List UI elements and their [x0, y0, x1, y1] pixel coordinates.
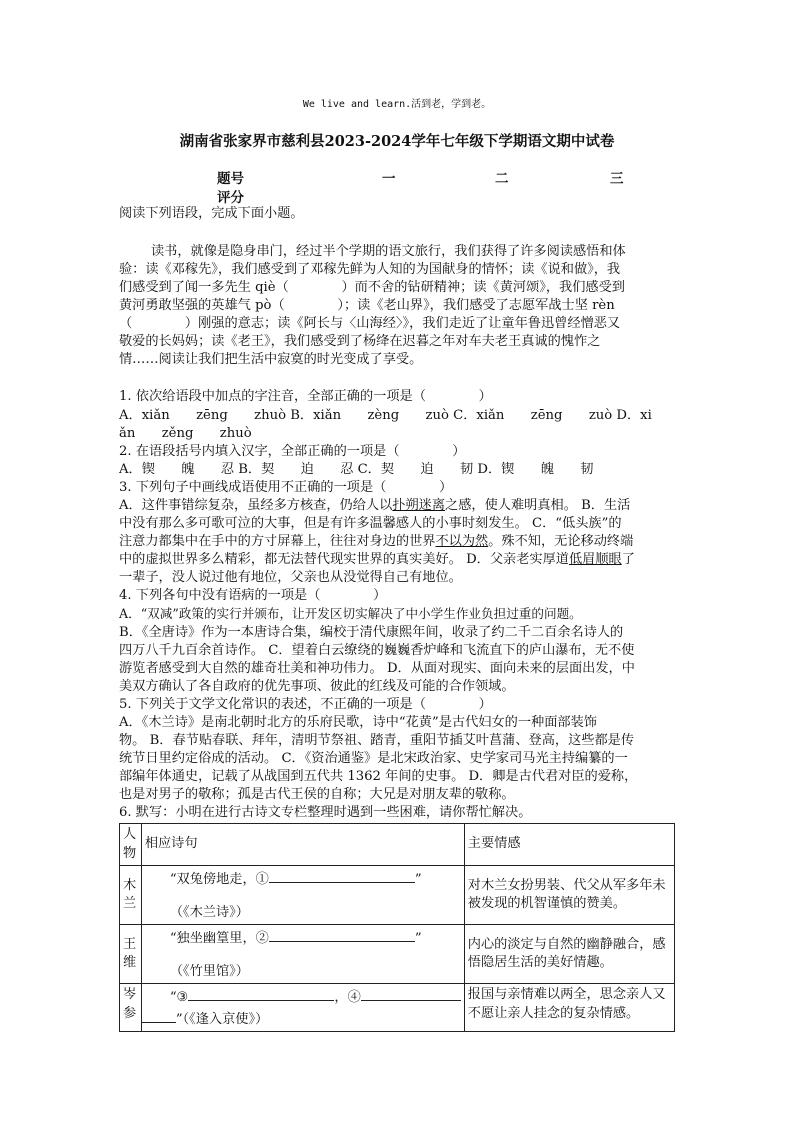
answer-blank-4[interactable] [361, 986, 461, 1001]
q4-stem: 4. 下列各句中没有语病的一项是（ ） [119, 588, 387, 603]
q5-line-4: 部编年体通史，记载了从战国到五代共 1362 年间的史事。 D．卿是古代君对臣的爱称， [119, 769, 638, 784]
passage-line-3: 们感受到了闻一多先生 qiè（ ）而不舍的钻研精神；读《黄河颂》，我们感受到 [119, 280, 625, 295]
q4-line-3: 四万八千九百余首诗作。 C．望着白云缭绕的巍巍香炉峰和飞流直下的庐山瀑布，无不使 [119, 643, 635, 658]
q3-line-4: 中的虚拟世界多么精彩，都无法替代现实世界的真实美好。 D．父亲老实厚道低眉顺眼了 [119, 552, 635, 567]
underlined-idiom-a: 扑朔迷离 [392, 498, 446, 513]
passage-line-2: 验：读《邓稼先》，我们感受到了邓稼先鲜为人知的为国献身的情怀；读《说和做》，我 [119, 262, 621, 277]
passage-line-7: 情……阅读让我们把生活中寂寞的时光变成了享受。 [119, 352, 423, 367]
passage-line-4: 黄河勇敢坚强的英雄气 pò（ ）；读《老山界》，我们感受了志愿军战士坚 rèn [119, 298, 615, 313]
row-source: （《木兰诗》） [169, 904, 249, 920]
table-row: 木兰 “双兔傍地走，① ” （《木兰诗》） 对木兰女扮男装、代父从军多年未被发现的机智谨慎的赞美。 [120, 866, 675, 925]
answer-blank-3[interactable] [188, 986, 334, 1001]
header-emotion: 主要情感 [464, 824, 674, 866]
q3-line-3: 注意力都集中在手中的方寸屏幕上，往往对身边的世界不以为然。殊不知，无论移动终端 [119, 534, 634, 549]
table-row: 王维 “独坐幽篁里，② ” （《竹里馆》） 内心的淡定与自然的幽静融合，感悟隐居生活的美好情趣。 [120, 925, 675, 984]
q5-line-2: 物。 B．春节贴春联、拜年，清明节祭祖、踏青，重阳节插艾叶菖蒲、登高，这些都是传 [119, 733, 635, 748]
q5-line-5: 也是对男子的敬称；孤是古代王侯的自称；大兄是对朋友辈的敬称。 [119, 787, 515, 802]
q1-options-line-2: ǎn zěng zhuò [119, 426, 252, 441]
underlined-idiom-c: 不以为然 [435, 534, 489, 549]
answer-blank-1[interactable] [269, 868, 415, 883]
q5-line-1: A．《木兰诗》是南北朝时北方的乐府民歌，诗中“花黄”是古代妇女的一种面部装饰 [119, 715, 597, 730]
q1-options-line-1: A．xiǎn zēng zhuò B．xiǎn zèng zuò C．xiǎn zēng zuò D．xi [119, 408, 652, 423]
q3-line-2: 中没有那么多可歌可泣的大事，但是有许多温馨感人的小事时刻发生。 C．“低头族”的 [119, 516, 622, 531]
passage-line-1: 读书，就像是隐身串门，经过半个学期的语文旅行，我们获得了许多阅读感悟和体 [151, 244, 626, 259]
poem-table [119, 823, 675, 1032]
row-emotion: 对木兰女扮男装、代父从军多年未被发现的机智谨慎的赞美。 [464, 866, 674, 925]
row-person: 木兰 [120, 866, 142, 925]
q3-stem: 3. 下列句子中画线成语使用不正确的一项是（ ） [119, 480, 453, 495]
row-source: （《竹里馆》） [169, 963, 249, 979]
q6-stem: 6. 默写：小明在进行古诗文专栏整理时遇到一些困难，请你帮忙解决。 [119, 805, 532, 820]
score-table-col-3: 三 [610, 171, 624, 187]
score-table-col-2: 二 [495, 171, 509, 187]
answer-blank-2[interactable] [269, 927, 415, 942]
q4-line-5: 美双方确认了各自政府的优先事项、彼此的红线及可能的合作领域。 [119, 679, 515, 694]
q4-line-4: 游览者感受到大自然的雄奇壮美和神功伟力。 D．从面对现实、面向未来的层面出发，中 [119, 661, 635, 676]
passage-line-5: （ ）刚强的意志；读《阿长与〈山海经〉》，我们走近了让童年鲁迅曾经憎恶又 [119, 316, 621, 331]
answer-blank-4-continued[interactable] [142, 1008, 176, 1023]
reading-instruction: 阅读下列语段，完成下面小题。 [119, 206, 304, 221]
header-poem: 相应诗句 [141, 824, 464, 866]
row-person: 岑参 [120, 984, 142, 1032]
q2-stem: 2. 在语段括号内填入汉字，全部正确的一项是（ ） [119, 444, 466, 459]
q3-line-5: 一辈子，没人说过他有地位，父亲也从没觉得自己有地位。 [119, 570, 462, 585]
q3-line-1: A．这件事错综复杂，虽经多方核查，仍给人以扑朔迷离之感，使人难明真相。 B．生活 [119, 498, 631, 513]
table-row: 岑参 “③ ，④ ”（《逢入京使》） 报国与亲情难以两全，思念亲人又不愿让亲人挂念的复杂情感。 [120, 984, 675, 1032]
row-emotion: 内心的淡定与自然的幽静融合，感悟隐居生活的美好情趣。 [464, 925, 674, 984]
score-table-col-1: 一 [382, 171, 396, 187]
q4-line-2: B．《全唐诗》作为一本唐诗合集，编校于清代康熙年间，收录了约二千二百余名诗人的 [119, 625, 624, 640]
header-person: 人物 [120, 824, 142, 866]
passage-line-6: 敬爱的长妈妈；读《老王》，我们感受到了杨绛在迟暮之年对车夫老王真诚的愧怍之 [119, 334, 601, 349]
q2-options: A．锲 魄 忍 B．契 迫 忍 C．契 迫 韧 D．锲 魄 韧 [119, 462, 594, 477]
q4-line-1: A．“双减”政策的实行并颁布，让开发区切实解决了中小学生作业负担过重的问题。 [119, 606, 582, 621]
q5-line-3: 统节日里约定俗成的活动。 C．《资治通鉴》是北宋政治家、史学家司马光主持编纂的一 [119, 751, 628, 766]
row-emotion: 报国与亲情难以两全，思念亲人又不愿让亲人挂念的复杂情感。 [464, 984, 674, 1032]
row-person: 王维 [120, 925, 142, 984]
score-table-question-label: 题号 [217, 171, 244, 187]
q5-stem: 5. 下列关于文学文化常识的表述，不正确的一项是（ ） [119, 697, 492, 712]
exam-title: 湖南省张家界市慈利县2023-2024学年七年级下学期语文期中试卷 [179, 133, 615, 150]
page-header-motto: We live and learn.活到老，学到老。 [302, 99, 492, 110]
underlined-idiom-d: 低眉顺眼 [568, 552, 622, 567]
score-table-score-label: 评分 [217, 190, 244, 206]
q1-stem: 1. 依次给语段中加点的字注音，全部正确的一项是（ ） [119, 389, 492, 404]
